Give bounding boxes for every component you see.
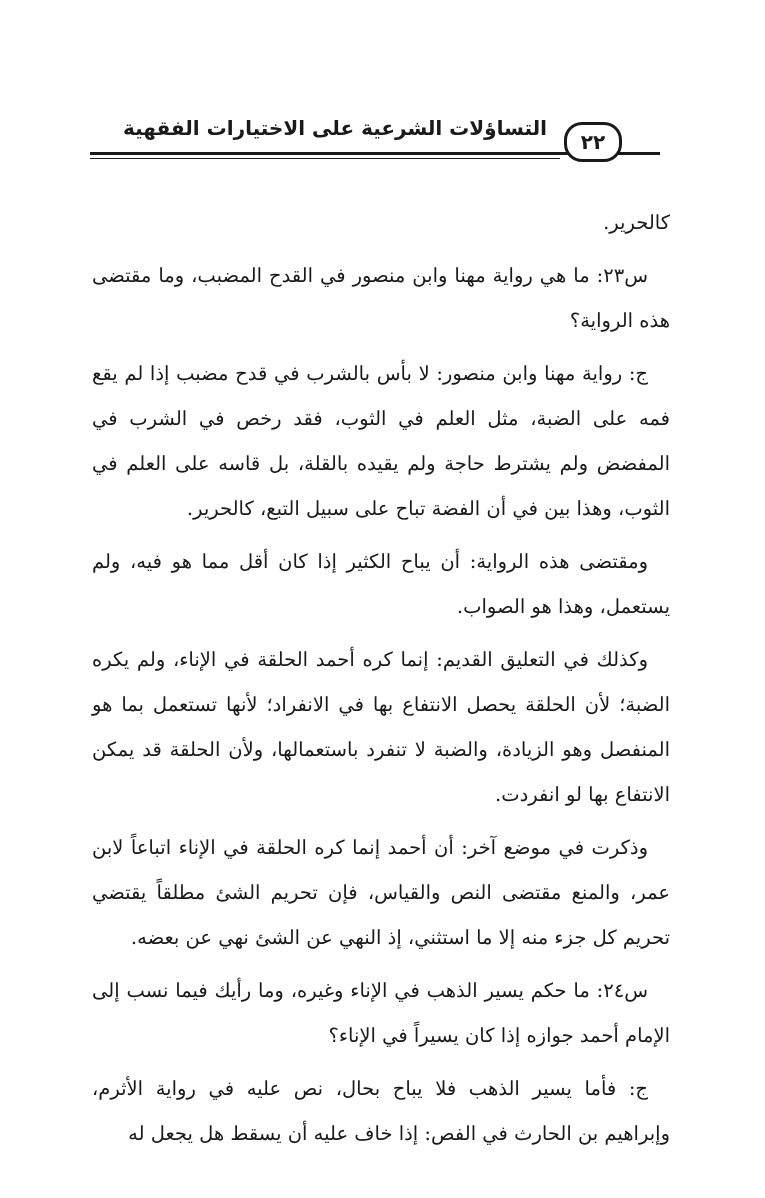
paragraph: ومقتضى هذه الرواية: أن يباح الكثير إذا كان أقل مما هو فيه، ولم يستعمل، وهذا هو الصواب. [92,550,670,618]
question-23: س٢٣: ما هي رواية مهنا وابن منصور في القدح المضبب، وما مقتضى هذه الرواية؟ [92,264,670,332]
page-number: ٢٢ [564,122,622,162]
answer-23: ج: رواية مهنا وابن منصور: لا بأس بالشرب في قدح مضبب إذا لم يقع فمه على الضبة، مثل العلم في الثوب، فقد رخص في الشرب في المفضض ولم يشترط حاجة ولم يقيده بالقلة، بل قاسه على العلم في الثوب، وهذا بين في أن الفضة تباح على سبيل التبع، كالحرير. [92,362,670,520]
paragraph: وذكرت في موضع آخر: أن أحمد إنما كره الحلقة في الإناء اتباعاً لابن عمر، والمنع مقتضى النص والقياس، فإن تحريم الشئ مطلقاً يقتضي تحريم كل جزء منه إلا ما استثني، إذ النهي عن الشئ نهي عن بعضه. [92,836,670,949]
header-rule-thin [90,158,560,159]
paragraph: وكذلك في التعليق القديم: إنما كره أحمد الحلقة في الإناء، ولم يكره الضبة؛ لأن الحلقة يحصل الانتفاع بها في الانفراد؛ لأنها تستعمل بما هو المنفصل وهو الزيادة، والضبة لا تنفرد باستعمالها، ولأن الحلقة قد يمكن الانتفاع بها لو انفردت. [92,648,670,806]
page-header [90,108,660,168]
running-title: التساؤلات الشرعية على الاختيارات الفقهية [123,116,547,140]
answer-24: ج: فأما يسير الذهب فلا يباح بحال، نص عليه في رواية الأثرم، وإبراهيم بن الحارث في الفص: إذا خاف عليه أن يسقط هل يجعل له [92,1077,670,1145]
question-24: س٢٤: ما حكم يسير الذهب في الإناء وغيره، وما رأيك فيما نسب إلى الإمام أحمد جوازه إذا كان يسيراً في الإناء؟ [92,979,670,1047]
body-text [92,200,670,1164]
paragraph: كالحرير. [603,211,670,234]
